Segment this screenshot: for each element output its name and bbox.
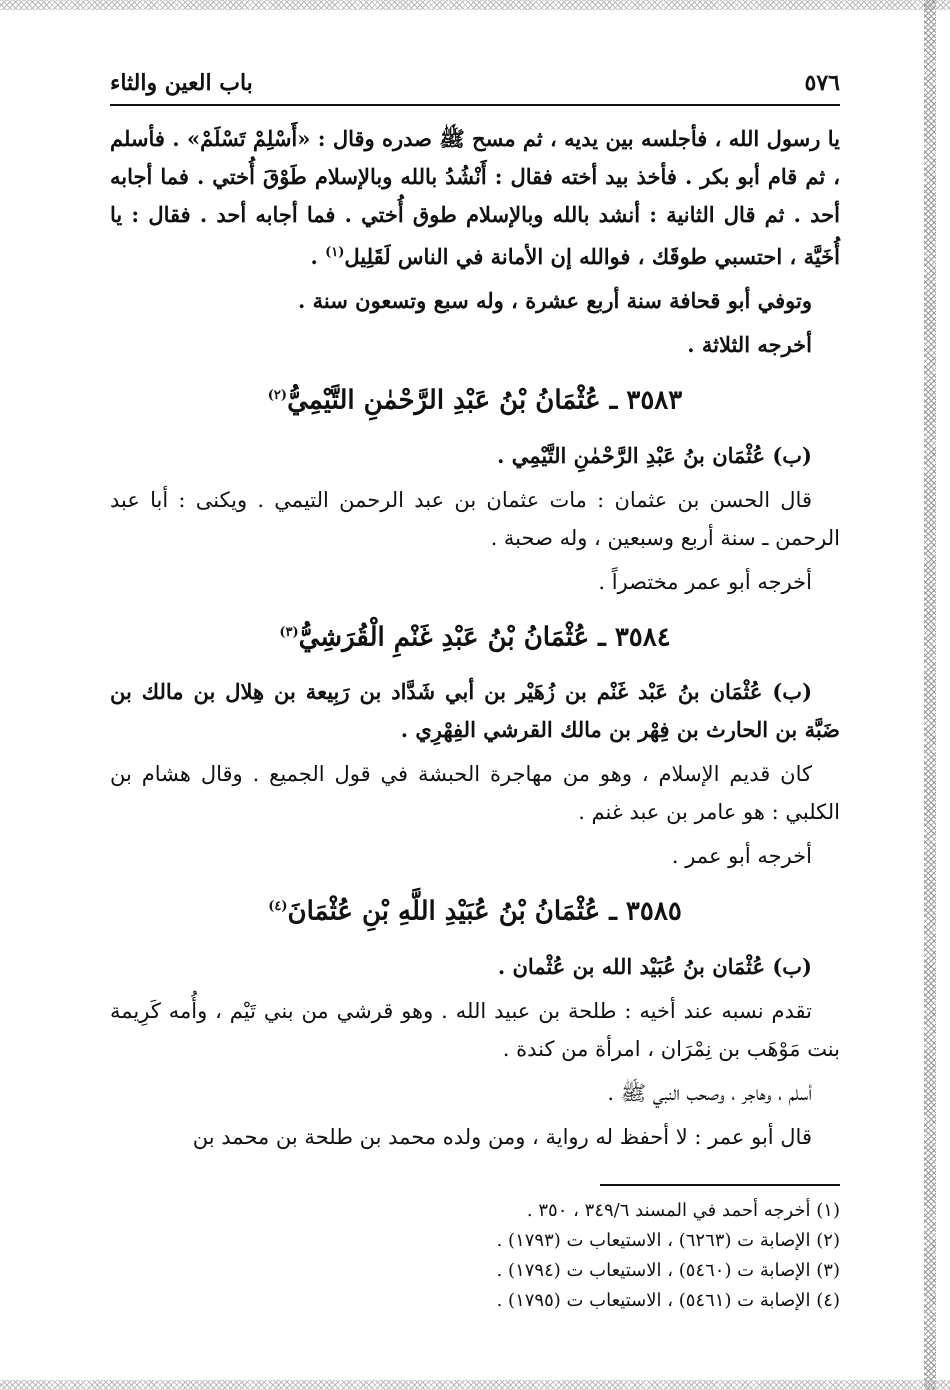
chapter-title: باب العين والثاء (110, 70, 253, 96)
footnote-3: (٣) الإصابة ت (٥٤٦٠) ، الاستيعاب ت (١٧٩٤) . (496, 1259, 840, 1281)
footnote-ref-4: (٤) (268, 899, 288, 915)
footnote-ref-2: (٢) (267, 388, 288, 403)
decorative-border-right (924, 0, 936, 1390)
paragraph-2: وتوفي أبو قحافة سنة أربع عشرة ، وله سبع وتسعون سنة . (298, 288, 812, 313)
footnote-4: (٤) الإصابة ت (٥٤٦١) ، الاستيعاب ت (١٧٩٥) . (496, 1289, 840, 1311)
paragraph-9: أخرجه أبو عمر . (671, 844, 812, 869)
paragraph-13: قال أبو عمر : لا أحفظ له رواية ، ومن ولده محمد بن طلحة بن محمد بن (192, 1124, 812, 1149)
entry-title-3583: ٣٥٨٣ ـ عُثْمَانُ بْنُ عَبْدِ الرَّحْمٰنِ التَّيْمِيُّ$^{(٢)}$ (267, 385, 683, 416)
paragraph-6: أخرجه أبو عمر مختصراً . (598, 569, 812, 594)
paragraph-8: كان قديم الإسلام ، وهو من مهاجرة الحبشة في قول الجميع . وقال هشام بن الكلبي : هو عامر بن عبد غنم . (110, 762, 840, 825)
footnote-1: (١) أخرجه أحمد في المسند ٣٤٩/٦ ، ٣٥٠ . (526, 1199, 840, 1221)
paragraph-12: أسلم ، وهاجر ، وصحب النبي ﷺ . (607, 1080, 812, 1105)
paragraph-11: تقدم نسبه عند أخيه : طلحة بن عبيد الله . وهو قرشي من بني تَيْم ، وأُمه كَرِيمة بنت مَوْهَب بن نِمْرَان ، امرأة من كندة . (110, 998, 840, 1061)
decorative-border-top (0, 0, 950, 10)
footnote-divider (600, 1184, 840, 1186)
paragraph-10: (ب) عُثْمَان بنُ عُبَيْد الله بن عُثْمان . (497, 953, 812, 979)
paragraph-5: قال الحسن بن عثمان : مات عثمان بن عبد الرحمن التيمي . ويكنى : أبا عبد الرحمن ـ سنة أربع وسبعين ، وله صحبة . (110, 487, 840, 550)
paragraph-4: (ب) عُثْمَان بنُ عَبْدِ الرَّحْمٰنِ التَّيْمِي . (497, 442, 812, 468)
footnote-2: (٢) الإصابة ت (٦٢٦٣) ، الاستيعاب ت (١٧٩٣) . (496, 1229, 840, 1251)
page-number: ٥٧٦ (804, 70, 840, 96)
paragraph-1: يا رسول الله ، فأجلسه بين يديه ، ثم مسح ﷺ صدره وقال : «أَسْلِمْ تَسْلَمْ» . فأسلم ، ثم قام أبو بكر . فأخذ بيد أخته فقال : أَنْشُدُ بالله وبالإسلام طَوْقَ أُختي . فما أجابه أحد . ثم قال الثانية : أنشد بالله وبالإسلام طوق أُختي . فما أجابه أحد . فقال : يا أُخَيَّة ، احتسبي طوقَك ، فوالله إن الأمانة في الناس لَقَلِيل$^{(١)}$ . (110, 126, 840, 269)
entry-title-3584: ٣٥٨٤ ـ عُثْمَانُ بْنُ عَبْدِ غَنْمِ الْقُرَشِيُّ$^{(٣)}$ (279, 622, 671, 653)
decorative-border-bottom (0, 1380, 950, 1390)
paragraph-3: أخرجه الثلاثة . (687, 332, 812, 357)
footnote-ref-1: (١) (325, 245, 345, 260)
footnotes (110, 1196, 840, 1316)
entry-title-3585: ٣٥٨٥ ـ عُثْمَانُ بْنُ عُبَيْدِ اللَّهِ بْنِ عُثْمَانَ$^{(٤)}$ (268, 896, 682, 927)
page-header (110, 70, 840, 106)
book-page (110, 70, 840, 1316)
footnote-ref-3: (٣) (279, 624, 299, 640)
paragraph-7: (ب) عُثْمَان بنُ عَبْد غَنْم بن زُهَيْر بن أبي شَدَّاد بن رَبِيعة بن هِلال بن مالك بن ضَبَّة بن الحارث بن فِهْر بن مالك القرشي الفِهْرِي . (110, 679, 840, 743)
